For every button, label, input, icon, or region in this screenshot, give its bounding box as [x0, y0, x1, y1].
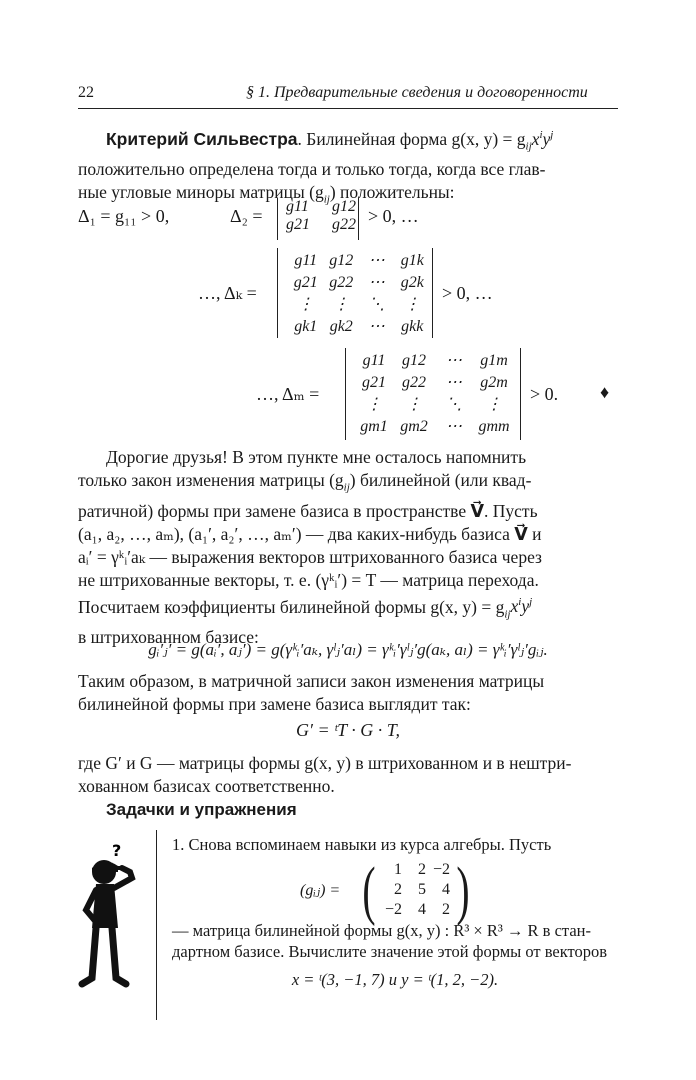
matrix-cell: 2 — [418, 861, 426, 878]
running-title: § 1. Предварительные сведения и договоренности — [246, 84, 588, 101]
body-line-12: хованном базисах соответственно. — [78, 776, 335, 796]
gij-matrix — [378, 860, 450, 920]
matrix-cell: gk1 — [294, 318, 318, 335]
matrix-row — [286, 216, 356, 234]
criterion-text-3b: ) положительны: — [329, 182, 455, 203]
matrix-cell: −2 — [432, 861, 450, 878]
delta1-formula: Δ₁ = g₁₁ > 0, — [78, 206, 170, 226]
matrix-cell: gm1 — [360, 418, 388, 435]
matrix-cell: −2 — [384, 901, 402, 918]
body-line-8: в штрихованном базисе: — [78, 626, 259, 647]
body-line-9: Таким образом, в матричной записи закон изменения матрицы — [78, 671, 545, 691]
criterion-text-1: . Билинейная форма g(x, y) = g — [297, 128, 526, 149]
exercise-1-line-3: дартном базисе. Вычислите значение этой формы от векторов — [172, 942, 608, 961]
matrix-grid — [378, 860, 450, 920]
criterion-paragraph: Критерий Сильвестра. Билинейная форма g(x, $y) = g_{ij}x^iy^j$ положительно определена тогда и только тогда, когда все глав- ные угловые миноры матрицы $(g_{ij})$ положительны: — [78, 124, 618, 212]
matrix-cell: 1 — [394, 861, 402, 878]
matrix-cell: g22 — [402, 374, 426, 391]
deltak-matrix — [288, 250, 430, 338]
matrix-grid — [354, 350, 514, 438]
matrix-cell: g22 — [329, 274, 354, 291]
matrix-cell: g2k — [400, 274, 424, 291]
body-line-4b: и — [527, 523, 542, 544]
deltam-lhs: …, Δₘ = — [256, 384, 320, 404]
deltak-lhs: …, Δₖ = — [198, 283, 257, 303]
delta2-bar-right — [358, 198, 359, 240]
body-line-5: aᵢ′ = γᵏᵢ′aₖ — выражения векторов штрихованного базиса через — [78, 546, 542, 567]
delta2-rhs: > 0, … — [368, 206, 419, 226]
matrix-cell: ⋮ — [486, 396, 502, 413]
criterion-heading: Критерий Сильвестра — [106, 128, 298, 149]
matrix-cell: ⋯ — [446, 352, 462, 369]
space-v-symbol: V⃗ — [514, 523, 528, 544]
matrix-cell: g21 — [293, 274, 318, 291]
matrix-cell: ⋮ — [333, 296, 350, 313]
body-paragraph: Дорогие друзья! В этом пункте мне осталось напомнить только закон изменения матрицы $(g_{ij})$ билинейной (или квад- ратичной) формы при замене базиса в пространстве V⃗. Пусть (a₁, a₂, …, aₘ), (a₁′, a₂′, …, aₘ′) — два каких-нибудь базиса V⃗ и aᵢ′ = γᵏᵢ′aₖ — выражения векторов штрихованного базиса через не штрихованные векторы, т. е. (γᵏᵢ′) = T — матрица перехода. Посчитаем коэффициенты билинейной формы g(x, $y) = g_{ij}x^iy^j$ в штрихованном базисе: — [78, 446, 618, 649]
matrix-cell: g21 — [362, 374, 386, 391]
matrix-cell: gm2 — [400, 418, 428, 435]
matrix-paren-right: ) — [456, 854, 470, 927]
body-line-3b: . Пусть — [484, 500, 538, 521]
matrix-cell: ⋯ — [446, 374, 462, 391]
body-line-3: ратичной) формы при замене базиса в пространстве — [78, 500, 471, 521]
matrix-cell: ⋮ — [404, 296, 421, 313]
matrix-cell: ⋯ — [368, 252, 385, 269]
matrix-cell: ⋮ — [406, 396, 422, 413]
matrix-cell: g11 — [286, 198, 309, 215]
matrix-cell: ⋯ — [446, 418, 462, 435]
criterion-text-3: ные угловые миноры матрицы (g — [78, 182, 324, 203]
matrix-cell: g12 — [329, 252, 354, 269]
gij-lhs: (gᵢⱼ) = — [300, 882, 341, 899]
delta2-bar-left — [277, 198, 278, 240]
deltak-bar-right — [432, 248, 433, 338]
page-number: 22 — [78, 84, 94, 101]
body-line-2: только закон изменения матрицы (g — [78, 470, 344, 490]
matrix-cell: ⋯ — [368, 318, 385, 335]
matrix-cell: ⋱ — [446, 396, 462, 413]
matrix-cell: ⋯ — [368, 274, 385, 291]
exercise-1-text — [172, 920, 618, 962]
matrix-cell: 4 — [442, 881, 450, 898]
matrix-cell: ⋱ — [368, 296, 385, 313]
body-line-6: не штрихованные векторы, т. е. (γᵏᵢ′) = T — матрица перехода. — [78, 569, 539, 590]
exercises-heading: Задачки и упражнения — [106, 800, 297, 819]
matrix-cell: g21 — [286, 216, 310, 233]
conclusion-paragraph — [78, 752, 618, 798]
matrix-cell: 4 — [418, 901, 426, 918]
matrix-cell: g11 — [294, 252, 318, 269]
body-line-1: Дорогие друзья! В этом пункте мне осталось напомнить — [106, 447, 527, 467]
matrix-cell: g22 — [332, 216, 356, 233]
matrix-cell: gkk — [401, 318, 424, 335]
body-line-2b: ) билинейной (или квад- — [349, 470, 532, 490]
matrix-cell: 2 — [394, 881, 402, 898]
transform-equation: gᵢ′ⱼ′ = g(aᵢ′, aⱼ′) = g(γᵏᵢ′aₖ, γˡⱼ′aₗ) = γᵏᵢ′γˡⱼ′g(aₖ, aₗ) = γᵏᵢ′γˡⱼ′gᵢⱼ. — [148, 640, 548, 659]
delta2-lhs: Δ₂ = — [230, 206, 263, 226]
body-line-4: (a₁, a₂, …, aₘ), (a₁′, a₂′, …, aₘ′) — два каких-нибудь базиса — [78, 523, 515, 544]
deltak-bar-left — [277, 248, 278, 338]
body-line-7: Посчитаем коэффициенты билинейной формы g(x, y) = g — [78, 596, 505, 617]
question-mark: ? — [112, 841, 122, 860]
matrix-cell: gmm — [478, 418, 510, 435]
matrix-cell: 2 — [442, 901, 450, 918]
exercise-margin-rule — [156, 830, 157, 1020]
matrix-cell: g2m — [480, 374, 508, 391]
exercise-1-line-2: — матрица билинейной формы g(x, y) : R³ × R³ → R в стан- — [172, 921, 591, 940]
matrix-cell: g1k — [400, 252, 424, 269]
matrix-law-paragraph — [78, 670, 618, 716]
running-header — [78, 82, 618, 109]
thinker-icon — [78, 838, 158, 998]
matrix-cell: gk2 — [329, 318, 353, 335]
deltam-bar-left — [345, 348, 346, 440]
matrix-cell: g11 — [362, 352, 386, 369]
deltam-matrix — [354, 350, 514, 438]
matrix-row — [286, 198, 356, 216]
end-of-statement-mark: ♦ — [600, 382, 610, 402]
exercise-1-intro: 1. Снова вспоминаем навыки из курса алгебры. Пусть — [172, 835, 552, 854]
exercise-1-vectors: x = ᵗ(3, −1, 7) и y = ᵗ(1, 2, −2). — [291, 970, 499, 989]
matrix-cell: ⋮ — [366, 396, 382, 413]
matrix-cell: g12 — [332, 198, 356, 215]
deltam-bar-right — [520, 348, 521, 440]
matrix-cell: 5 — [418, 881, 426, 898]
space-v-symbol: V⃗ — [470, 500, 485, 521]
deltak-rhs: > 0, … — [442, 283, 493, 303]
thinker-figure — [78, 838, 158, 998]
deltam-rhs: > 0. — [530, 384, 559, 404]
criterion-text-2: положительно определена тогда и только тогда, когда все глав- — [78, 159, 546, 180]
body-line-11: где G′ и G — матрицы формы g(x, y) в штрихованном и в нештри- — [78, 753, 572, 773]
matrix-cell: g1m — [480, 352, 508, 369]
matrix-grid — [288, 250, 430, 338]
matrix-cell: ⋮ — [297, 296, 314, 313]
matrix-cell: g12 — [402, 352, 426, 369]
matrix-law-equation: G′ = ᵗT · G · T, — [296, 720, 400, 740]
body-line-10: билинейной формы при замене базиса выглядит так: — [78, 694, 471, 714]
matrix-paren-left: ( — [362, 854, 376, 927]
delta2-matrix — [286, 198, 356, 234]
